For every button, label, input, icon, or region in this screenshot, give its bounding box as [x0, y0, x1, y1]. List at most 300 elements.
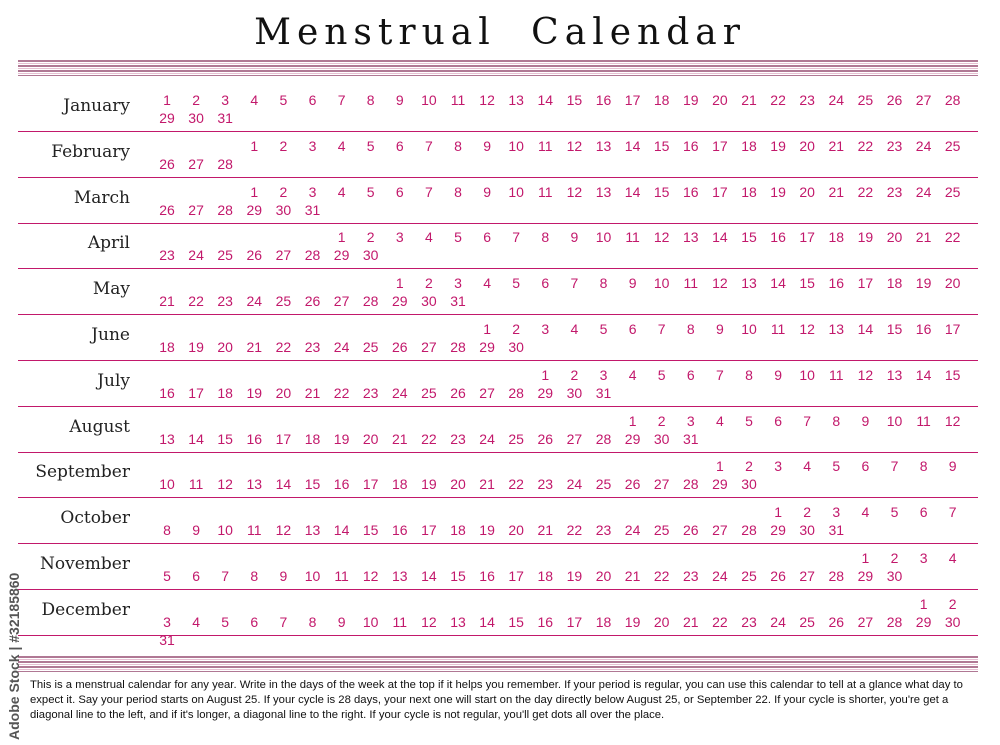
day-cell: 29 [333, 247, 350, 264]
day-cell: 21 [624, 568, 641, 584]
day-cell: 19 [770, 183, 786, 200]
day-cell: 8 [454, 137, 462, 154]
day-cell: 14 [537, 92, 554, 108]
day-cell: 22 [508, 476, 524, 493]
day-cell: 17 [944, 321, 961, 337]
day-cell: 30 [944, 613, 961, 630]
day-cell: 15 [566, 92, 583, 108]
day-cell: 25 [653, 522, 670, 539]
day-cell: 6 [192, 568, 200, 584]
day-cell: 24 [770, 613, 786, 630]
day-cell: 19 [624, 613, 641, 630]
day-cell: 9 [395, 92, 404, 108]
day-cell: 10 [159, 476, 175, 493]
footer-instructions: This is a menstrual calendar for any year. Write in the days of the week at the top if it helps you remember. If your period is regular, you can use this calendar to tell at a glance what day to expect it. Say your period starts on August 25. If your cycle is 28 days, your next one will start on the day directly below August 25, or September 22. If your cycle is shorter, you're get a diagonal line to the left, and if it's longer, a diagonal line to the right. If your cycle is not regular, you'll get dots all over the place. [30, 679, 963, 721]
day-cell: 5 [221, 613, 230, 630]
day-cell: 3 [454, 275, 462, 292]
month-row [18, 361, 978, 407]
day-cell: 17 [508, 568, 524, 584]
day-cell: 25 [595, 476, 612, 493]
day-cell: 22 [857, 137, 874, 154]
day-cell: 5 [279, 92, 288, 108]
day-cell: 8 [366, 92, 375, 108]
day-cell: 5 [163, 568, 171, 584]
day-cell: 26 [159, 155, 175, 172]
day-cell: 24 [828, 92, 845, 108]
day-cell: 1 [395, 275, 404, 292]
day-cell: 1 [861, 550, 870, 566]
day-cell: 13 [392, 568, 408, 584]
day-cell: 19 [246, 384, 263, 401]
day-cell: 20 [450, 476, 466, 493]
day-cell: 7 [890, 458, 899, 475]
day-cell: 16 [333, 476, 350, 493]
day-cell: 25 [944, 137, 961, 154]
day-cell: 21 [537, 522, 554, 539]
day-cell: 12 [479, 92, 495, 108]
day-cell: 31 [595, 384, 612, 401]
day-cell: 19 [188, 339, 204, 355]
day-cell: 27 [479, 384, 495, 401]
day-cell: 31 [159, 631, 175, 648]
day-cell: 16 [595, 92, 612, 108]
day-cell: 21 [159, 293, 175, 310]
day-cell: 28 [217, 155, 233, 172]
day-cell: 3 [774, 458, 782, 475]
day-cell: 31 [683, 430, 699, 447]
month-label: January [63, 96, 130, 116]
day-cell: 6 [483, 229, 491, 246]
day-cell: 27 [188, 201, 204, 218]
day-cell: 2 [657, 412, 666, 429]
day-cell: 23 [537, 476, 554, 493]
day-cell: 7 [657, 321, 666, 337]
day-cell: 21 [683, 613, 699, 630]
day-cell: 22 [944, 229, 961, 246]
day-cell: 13 [886, 366, 903, 383]
day-cell: 9 [337, 613, 346, 630]
month-row [18, 269, 978, 315]
day-cell: 26 [537, 430, 554, 447]
day-cell: 18 [217, 384, 233, 401]
day-cell: 11 [829, 366, 844, 383]
day-cell: 6 [919, 504, 928, 521]
day-cell: 18 [741, 137, 757, 154]
day-cell: 1 [774, 504, 782, 521]
day-cell: 15 [362, 522, 379, 539]
day-cell: 29 [857, 568, 874, 584]
day-cell: 28 [508, 384, 524, 401]
day-cell: 1 [483, 321, 491, 337]
day-cell: 2 [192, 92, 200, 108]
day-cell: 6 [250, 613, 259, 630]
day-cell: 4 [715, 412, 724, 429]
day-cell: 23 [304, 339, 321, 355]
day-cell: 31 [450, 293, 466, 310]
day-cell: 10 [653, 275, 670, 292]
day-cell: 20 [217, 339, 233, 355]
day-cell: 14 [915, 366, 932, 383]
day-cell: 14 [857, 321, 874, 337]
month-row [18, 315, 978, 361]
day-cell: 26 [624, 476, 641, 493]
day-cell: 25 [857, 92, 874, 108]
day-cell: 23 [450, 430, 466, 447]
day-cell: 29 [624, 430, 641, 447]
day-cell: 17 [799, 229, 815, 246]
day-cell: 3 [308, 183, 317, 200]
day-cell: 20 [886, 229, 903, 246]
day-cell: 23 [159, 247, 175, 264]
day-cell: 18 [304, 430, 321, 447]
day-cell: 25 [275, 293, 292, 310]
month-row [18, 498, 978, 544]
day-cell: 26 [770, 568, 786, 584]
day-cell: 8 [454, 183, 462, 200]
day-cell: 12 [799, 321, 815, 337]
day-cell: 25 [362, 339, 379, 355]
day-cell: 11 [916, 412, 931, 429]
day-cell: 14 [275, 476, 292, 493]
day-cell: 2 [366, 229, 375, 246]
day-cell: 20 [712, 92, 728, 108]
day-cell: 8 [599, 275, 608, 292]
day-cell: 26 [828, 613, 845, 630]
day-cell: 21 [479, 476, 495, 493]
day-cell: 21 [246, 339, 263, 355]
day-cell: 26 [392, 339, 408, 355]
day-cell: 8 [308, 613, 317, 630]
day-cell: 15 [508, 613, 524, 630]
day-cell: 1 [163, 92, 171, 108]
day-cell: 24 [392, 384, 408, 401]
day-cell: 2 [803, 504, 812, 521]
day-cell: 7 [337, 92, 346, 108]
day-cell: 13 [828, 321, 845, 337]
day-cell: 24 [566, 476, 583, 493]
day-cell: 14 [624, 183, 641, 200]
day-cell: 13 [683, 229, 699, 246]
day-cell: 3 [541, 321, 550, 337]
day-cell: 28 [362, 293, 379, 310]
day-cell: 17 [421, 522, 437, 539]
day-cell: 6 [395, 183, 404, 200]
day-cell: 4 [250, 92, 259, 108]
stock-watermark: Adobe Stock | #32185860 [6, 572, 22, 740]
day-cell: 25 [217, 247, 233, 264]
day-cell: 9 [483, 183, 491, 200]
day-cell: 29 [479, 339, 495, 355]
day-cell: 18 [886, 275, 903, 292]
day-cell: 12 [421, 613, 437, 630]
day-cell: 17 [275, 430, 292, 447]
day-cell: 12 [653, 229, 670, 246]
day-cell: 7 [803, 412, 812, 429]
day-cell: 1 [715, 458, 724, 475]
day-cell: 1 [628, 412, 637, 429]
day-cell: 1 [541, 366, 550, 383]
day-cell: 11 [625, 229, 640, 246]
day-cell: 2 [570, 366, 579, 383]
day-cell: 26 [246, 247, 263, 264]
day-cell: 24 [915, 183, 932, 200]
day-cell: 8 [919, 458, 928, 475]
day-cell: 21 [392, 430, 408, 447]
day-cell: 30 [799, 522, 815, 539]
day-cell: 26 [683, 522, 699, 539]
day-cell: 16 [479, 568, 495, 584]
month-row [18, 544, 978, 590]
day-cell: 4 [948, 550, 957, 566]
day-cell: 15 [450, 568, 466, 584]
day-cell: 20 [799, 183, 815, 200]
day-cell: 11 [247, 522, 262, 539]
day-cell: 16 [537, 613, 554, 630]
month-row [18, 590, 978, 648]
day-cell: 14 [624, 137, 641, 154]
day-cell: 5 [657, 366, 666, 383]
day-cell: 25 [508, 430, 524, 447]
page-title: Menstrual Calendar [254, 12, 746, 53]
day-cell: 2 [279, 183, 288, 200]
day-cell: 12 [275, 522, 292, 539]
day-cell: 16 [683, 137, 699, 154]
day-cell: 17 [188, 384, 204, 401]
day-cell: 21 [828, 137, 845, 154]
day-cell: 1 [250, 183, 259, 200]
day-cell: 24 [333, 339, 350, 355]
day-cell: 22 [421, 430, 437, 447]
day-cell: 18 [392, 476, 408, 493]
month-label: July [97, 370, 130, 391]
day-cell: 29 [537, 384, 554, 401]
day-cell: 16 [246, 430, 263, 447]
day-cell: 19 [915, 275, 932, 292]
day-cell: 2 [512, 321, 521, 337]
month-label: November [40, 554, 130, 574]
day-cell: 18 [537, 568, 554, 584]
day-cell: 23 [886, 183, 903, 200]
day-cell: 9 [483, 137, 491, 154]
day-cell: 1 [337, 229, 346, 246]
day-cell: 28 [595, 430, 612, 447]
day-cell: 8 [163, 522, 171, 539]
month-row [18, 452, 978, 498]
day-cell: 9 [570, 229, 579, 246]
day-cell: 2 [745, 458, 753, 475]
day-cell: 26 [450, 384, 466, 401]
day-cell: 3 [395, 229, 404, 246]
day-cell: 28 [683, 476, 699, 493]
day-cell: 30 [508, 339, 524, 355]
day-cell: 30 [421, 293, 437, 310]
day-cell: 25 [799, 613, 815, 630]
day-cell: 12 [712, 275, 728, 292]
day-cell: 29 [915, 613, 932, 630]
day-cell: 9 [774, 366, 782, 383]
day-cell: 25 [741, 568, 757, 584]
day-cell: 15 [944, 366, 961, 383]
day-cell: 19 [566, 568, 583, 584]
day-cell: 7 [221, 568, 230, 584]
day-cell: 14 [421, 568, 437, 584]
month-label: May [92, 279, 130, 300]
day-cell: 16 [159, 384, 175, 401]
day-cell: 20 [799, 137, 815, 154]
day-cell: 12 [566, 183, 583, 200]
day-cell: 10 [508, 183, 524, 200]
day-cell: 3 [919, 550, 928, 566]
day-cell: 13 [246, 476, 263, 493]
day-cell: 28 [944, 92, 961, 108]
day-cell: 27 [188, 155, 204, 172]
day-cell: 3 [163, 613, 171, 630]
month-row [18, 178, 978, 224]
day-cell: 12 [217, 476, 233, 493]
day-cell: 30 [886, 568, 903, 584]
day-cell: 20 [508, 522, 524, 539]
day-cell: 3 [221, 92, 230, 108]
day-cell: 13 [741, 275, 757, 292]
day-cell: 8 [541, 229, 550, 246]
month-label: December [41, 599, 130, 620]
day-cell: 4 [192, 613, 200, 630]
month-label: February [51, 141, 130, 162]
day-cell: 19 [479, 522, 495, 539]
day-cell: 3 [599, 366, 608, 383]
day-cell: 6 [541, 275, 550, 292]
day-cell: 22 [770, 92, 786, 108]
day-cell: 12 [362, 568, 379, 584]
day-cell: 17 [362, 476, 379, 493]
day-cell: 17 [624, 92, 641, 108]
day-cell: 21 [304, 384, 321, 401]
day-cell: 27 [857, 613, 874, 630]
day-cell: 24 [246, 293, 263, 310]
day-cell: 4 [570, 321, 579, 337]
day-cell: 10 [741, 321, 757, 337]
day-cell: 19 [857, 229, 874, 246]
day-cell: 11 [770, 321, 786, 337]
day-cell: 2 [279, 137, 288, 154]
day-cell: 3 [308, 137, 317, 154]
day-cell: 24 [479, 430, 495, 447]
day-cell: 28 [450, 339, 466, 355]
day-cell: 5 [512, 275, 521, 292]
day-cell: 10 [799, 366, 815, 383]
day-cell: 12 [944, 412, 961, 429]
day-cell: 3 [686, 412, 695, 429]
day-cell: 20 [275, 384, 292, 401]
day-cell: 27 [799, 568, 815, 584]
day-cell: 13 [508, 92, 524, 108]
day-cell: 9 [948, 458, 957, 475]
day-cell: 15 [653, 137, 670, 154]
day-cell: 11 [538, 137, 553, 154]
day-cell: 9 [279, 568, 288, 584]
day-cell: 9 [861, 412, 870, 429]
month-label: August [69, 416, 130, 437]
day-cell: 7 [948, 504, 957, 521]
day-cell: 23 [741, 613, 757, 630]
day-cell: 16 [683, 183, 699, 200]
month-label: April [87, 233, 130, 254]
month-row [18, 407, 978, 453]
day-cell: 7 [715, 366, 724, 383]
day-cell: 13 [159, 430, 175, 447]
day-cell: 29 [770, 522, 786, 539]
day-cell: 27 [566, 430, 583, 447]
day-cell: 26 [304, 293, 321, 310]
day-cell: 9 [715, 321, 724, 337]
day-cell: 11 [538, 183, 553, 200]
month-label: September [35, 462, 130, 483]
day-cell: 27 [275, 247, 292, 264]
day-cell: 14 [712, 229, 728, 246]
day-cell: 28 [304, 247, 321, 264]
day-cell: 23 [362, 384, 379, 401]
month-row [18, 86, 978, 132]
day-cell: 22 [653, 568, 670, 584]
day-cell: 23 [799, 92, 815, 108]
day-cell: 18 [741, 183, 757, 200]
day-cell: 21 [828, 183, 845, 200]
day-cell: 28 [741, 522, 757, 539]
day-cell: 23 [683, 568, 699, 584]
day-cell: 13 [595, 183, 612, 200]
day-cell: 9 [628, 275, 637, 292]
day-cell: 4 [628, 366, 637, 383]
day-cell: 5 [366, 183, 375, 200]
day-cell: 4 [337, 137, 346, 154]
day-cell: 20 [653, 613, 670, 630]
day-cell: 17 [566, 613, 583, 630]
day-cell: 18 [653, 92, 670, 108]
day-cell: 5 [599, 321, 608, 337]
month-row [18, 223, 978, 269]
day-cell: 30 [566, 384, 583, 401]
day-cell: 4 [337, 183, 346, 200]
day-cell: 6 [686, 366, 695, 383]
month-row [18, 132, 978, 178]
day-cell: 30 [741, 476, 757, 493]
day-cell: 20 [362, 430, 379, 447]
day-cell: 9 [192, 522, 200, 539]
day-cell: 3 [832, 504, 841, 521]
day-cell: 13 [595, 137, 612, 154]
day-cell: 15 [653, 183, 670, 200]
day-cell: 15 [799, 275, 815, 292]
day-cell: 6 [628, 321, 637, 337]
day-cell: 29 [159, 110, 175, 126]
calendar-grid [18, 86, 978, 646]
day-cell: 11 [334, 568, 349, 584]
day-cell: 23 [595, 522, 612, 539]
day-cell: 25 [421, 384, 437, 401]
top-divider-band [18, 60, 978, 76]
day-cell: 13 [304, 522, 321, 539]
day-cell: 4 [483, 275, 491, 292]
day-cell: 14 [188, 430, 204, 447]
day-cell: 11 [392, 613, 408, 630]
day-cell: 4 [861, 504, 870, 521]
day-cell: 18 [828, 229, 845, 246]
day-cell: 18 [450, 522, 466, 539]
day-cell: 27 [915, 92, 932, 108]
day-cell: 19 [333, 430, 350, 447]
day-cell: 26 [159, 201, 175, 218]
day-cell: 8 [686, 321, 695, 337]
